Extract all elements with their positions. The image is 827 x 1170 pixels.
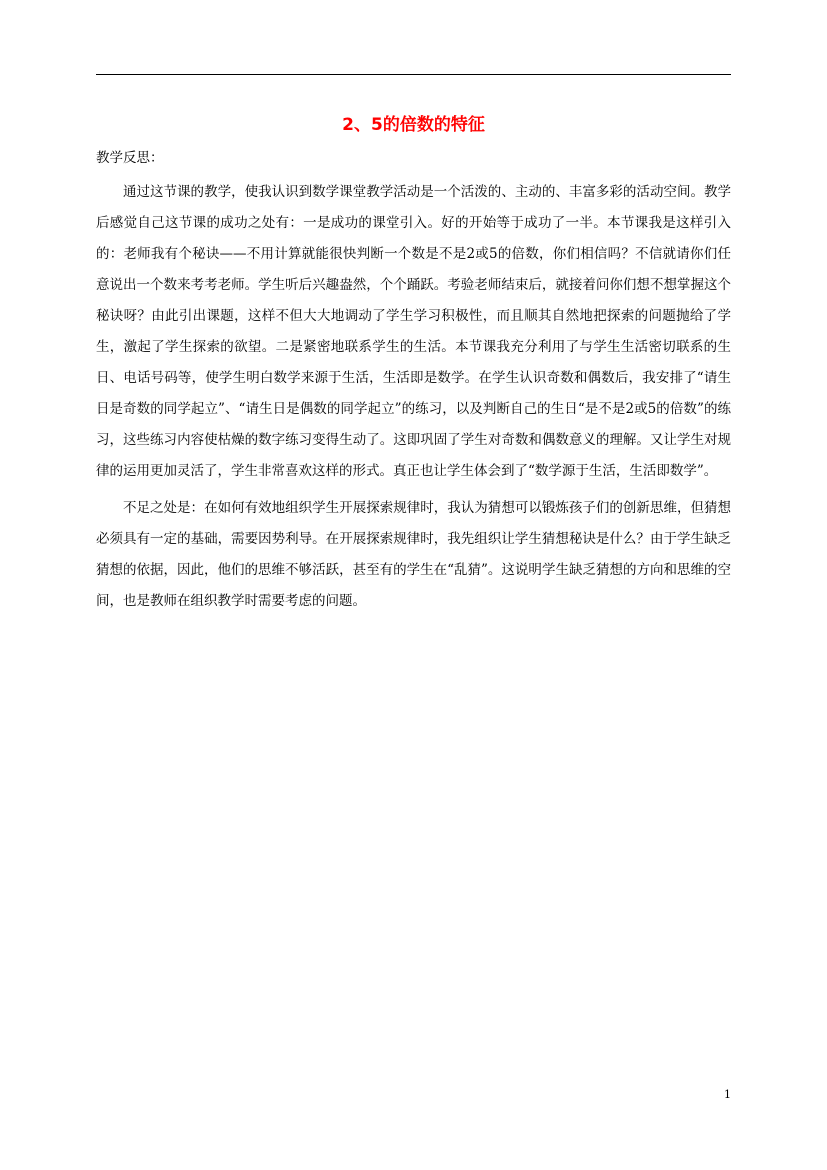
section-label: 教学反思： <box>96 150 164 166</box>
paragraph-success: 通过这节课的教学，使我认识到数学课堂教学活动是一个活泼的、主动的、丰富多彩的活动空间。教学后感觉自己这节课的成功之处有：一是成功的课堂引入。好的开始等于成功了一半。本节课我是这样引入的：老师我有个秘诀——不用计算就能很快判断一个数是不是2或5的倍数，你们相信吗？不信就请你们任意说出一个数来考考老师。学生听后兴趣盎然，个个踊跃。考验老师结束后，就接着问你们想不想掌握这个秘诀呀？由此引出课题，这样不但大大地调动了学生学习积极性，而且顺其自然地把探索的问题抛给了学生，激起了学生探索的欲望。二是紧密地联系学生的生活。本节课我充分利用了与学生生活密切联系的生日、电话号码等，使学生明白数学来源于生活，生活即是数学。在学生认识奇数和偶数后，我安排了“请生日是奇数的同学起立”、“请生日是偶数的同学起立”的练习，以及判断自己的生日“是不是2或5的倍数”的练习，这些练习内容使枯燥的数字练习变得生动了。这即巩固了学生对奇数和偶数意义的理解。又让学生对规律的运用更加灵活了，学生非常喜欢这样的形式。真正也让学生体会到了“数学源于生活，生活即数学”。 <box>96 184 731 479</box>
page-number: 1 <box>724 1088 731 1101</box>
document-title: 2、5的倍数的特征 <box>342 115 485 135</box>
header-rule <box>96 74 731 75</box>
document-body <box>96 146 731 617</box>
paragraph-shortcomings: 不足之处是：在如何有效地组织学生开展探索规律时，我认为猜想可以锻炼孩子们的创新思维，但猜想必须具有一定的基础，需要因势利导。在开展探索规律时，我先组织让学生猜想秘诀是什么？由于学生缺乏猜想的依据，因此，他们的思维不够活跃，甚至有的学生在“乱猜”。这说明学生缺乏猜想的方向和思维的空间，也是教师在组织教学时需要考虑的问题。 <box>96 500 731 609</box>
